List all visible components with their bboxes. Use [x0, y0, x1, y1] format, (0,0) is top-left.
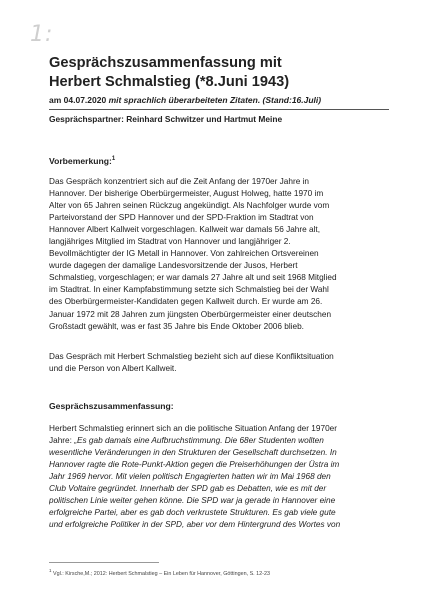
line-text: Herbert Schmalstieg erinnert sich an die politische Situation Anfang der 1970er [49, 424, 338, 433]
footnote-number: 1 [49, 568, 52, 573]
paragraph-line [49, 519, 391, 531]
paragraph-line: Schmalstieg, vorgeschlagen; er war damals 27 Jahre alt und seit 1968 Mitglied [49, 273, 337, 283]
paragraph-line: Großstadt gewählt, was er fast 35 Jahre bis Ende Oktober 2006 blieb. [49, 321, 304, 331]
paragraph-line: des Oberbürgermeister-Kandidaten gegen Kallweit durch. Er wurde am 26. [49, 297, 323, 307]
footnote-text: Vgl.: Kirsche,M.; 2012: Herbert Schmalstieg – Ein Leben für Hannover, Göttingen, S. 12-23 [51, 570, 270, 577]
quote-text: „Es gab damals eine Aufbruchstimmung. Die 68er Studenten wollten [74, 436, 324, 446]
paragraph-line: Das Gespräch mit Herbert Schmalstieg bezieht sich auf diese Konfliktsituation [49, 352, 334, 361]
paragraph-line: Parteivorstand der SPD Hannover und der SPD-Fraktion im Stadtrat von [49, 213, 314, 223]
document-title-line-2: Herbert Schmalstieg (*8.Juni 1943) [49, 74, 290, 90]
footnote-reference: 1 [111, 156, 116, 163]
vorbemerkung-heading-text: Vorbemerkung: [49, 156, 112, 166]
title-block [49, 54, 389, 124]
paragraph-line: Januar 1972 mit 28 Jahren zum jüngsten Oberbürgermeister einer deutschen [49, 309, 332, 319]
paragraph-line [49, 459, 391, 471]
footnote-divider [49, 562, 159, 563]
date-line-note: mit sprachlich überarbeiteten Zitaten. (Stand:16.Juli) [108, 95, 322, 105]
paragraph-line: wurde dagegen der damalige Landesvorsitzende der Jusos, Herbert [49, 261, 298, 271]
quote-text: Jahr 1969 hervor. Mit vielen politisch Engagierten hatten wir im Mai 1968 den [49, 472, 331, 482]
paragraph-line: Alter von 65 Jahren seinen Rückzug angekündigt. Als Nachfolger wurde vom [49, 201, 330, 211]
paragraph-line: im Stadtrat. In einer Kampfabstimmung setzte sich Schmalstieg bei der Wahl [49, 285, 329, 295]
paragraph-line: langjähriges Mitglied im Stadtrat von Hannover und langjähriger 2. [49, 237, 291, 247]
paragraph-line [49, 483, 391, 495]
vorbemerkung-paragraph-1 [49, 176, 391, 333]
quote-text: politischen Linie weiter gehen könne. Die SPD war ja gerade in Hannover eine [49, 496, 336, 506]
date-line-prefix: am 04.07.2020 [49, 95, 109, 105]
zusammenfassung-heading: Gesprächszusammenfassung: [49, 401, 174, 411]
zusammenfassung-paragraph [49, 423, 391, 531]
paragraph-line [49, 447, 391, 459]
line-text: Jahre: [49, 436, 75, 446]
paragraph-line: Bevollmächtigter der IG Metall in Hannover. Von zahlreichen Ortsvereinen [49, 249, 319, 259]
paragraph-line [49, 507, 391, 519]
paragraph-line [49, 435, 391, 447]
paragraph-line: Hannover Albert Kallweit vorgeschlagen. Kallweit war damals 56 Jahre alt, [49, 225, 321, 235]
paragraph-line [49, 423, 391, 435]
footnote [49, 568, 270, 577]
paragraph-line: Das Gespräch konzentriert sich auf die Zeit Anfang der 1970er Jahre in [49, 177, 310, 186]
quote-text: und erfolgreiche Politiker in der SPD, aber vor dem Hintergrund des Wortes von [49, 520, 341, 530]
vorbemerkung-heading [49, 156, 115, 166]
quote-text: Club Voltaire gegründet. Innerhalb der SPD gab es Debatten, wie es mit der [49, 484, 327, 494]
quote-text: Hannover ragte die Rote-Punkt-Aktion gegen die Preiserhöhungen der Üstra im [49, 460, 340, 470]
paragraph-line [49, 471, 391, 483]
paragraph-line: Hannover. Der bisherige Oberbürgermeister, August Holweg, hatte 1970 im [49, 189, 324, 199]
date-line [49, 95, 389, 105]
document-title-line-1: Gesprächszusammenfassung mit [49, 55, 282, 71]
page-number: 1: [30, 22, 54, 47]
paragraph-line: und die Person von Albert Kallweit. [49, 364, 177, 374]
conversation-partners: Gesprächspartner: Reinhard Schwitzer und Hartmut Meine [49, 114, 283, 124]
quote-text: erfolgreiche Partei, aber es gab doch verkrustete Strukturen. Es gab viele gute [49, 508, 336, 518]
quote-text: wesentliche Veränderungen in den Strukturen der Gesellschaft durchsetzen. In [49, 448, 337, 458]
paragraph-line [49, 495, 391, 507]
title-divider [49, 109, 389, 110]
vorbemerkung-paragraph-2 [49, 351, 391, 375]
